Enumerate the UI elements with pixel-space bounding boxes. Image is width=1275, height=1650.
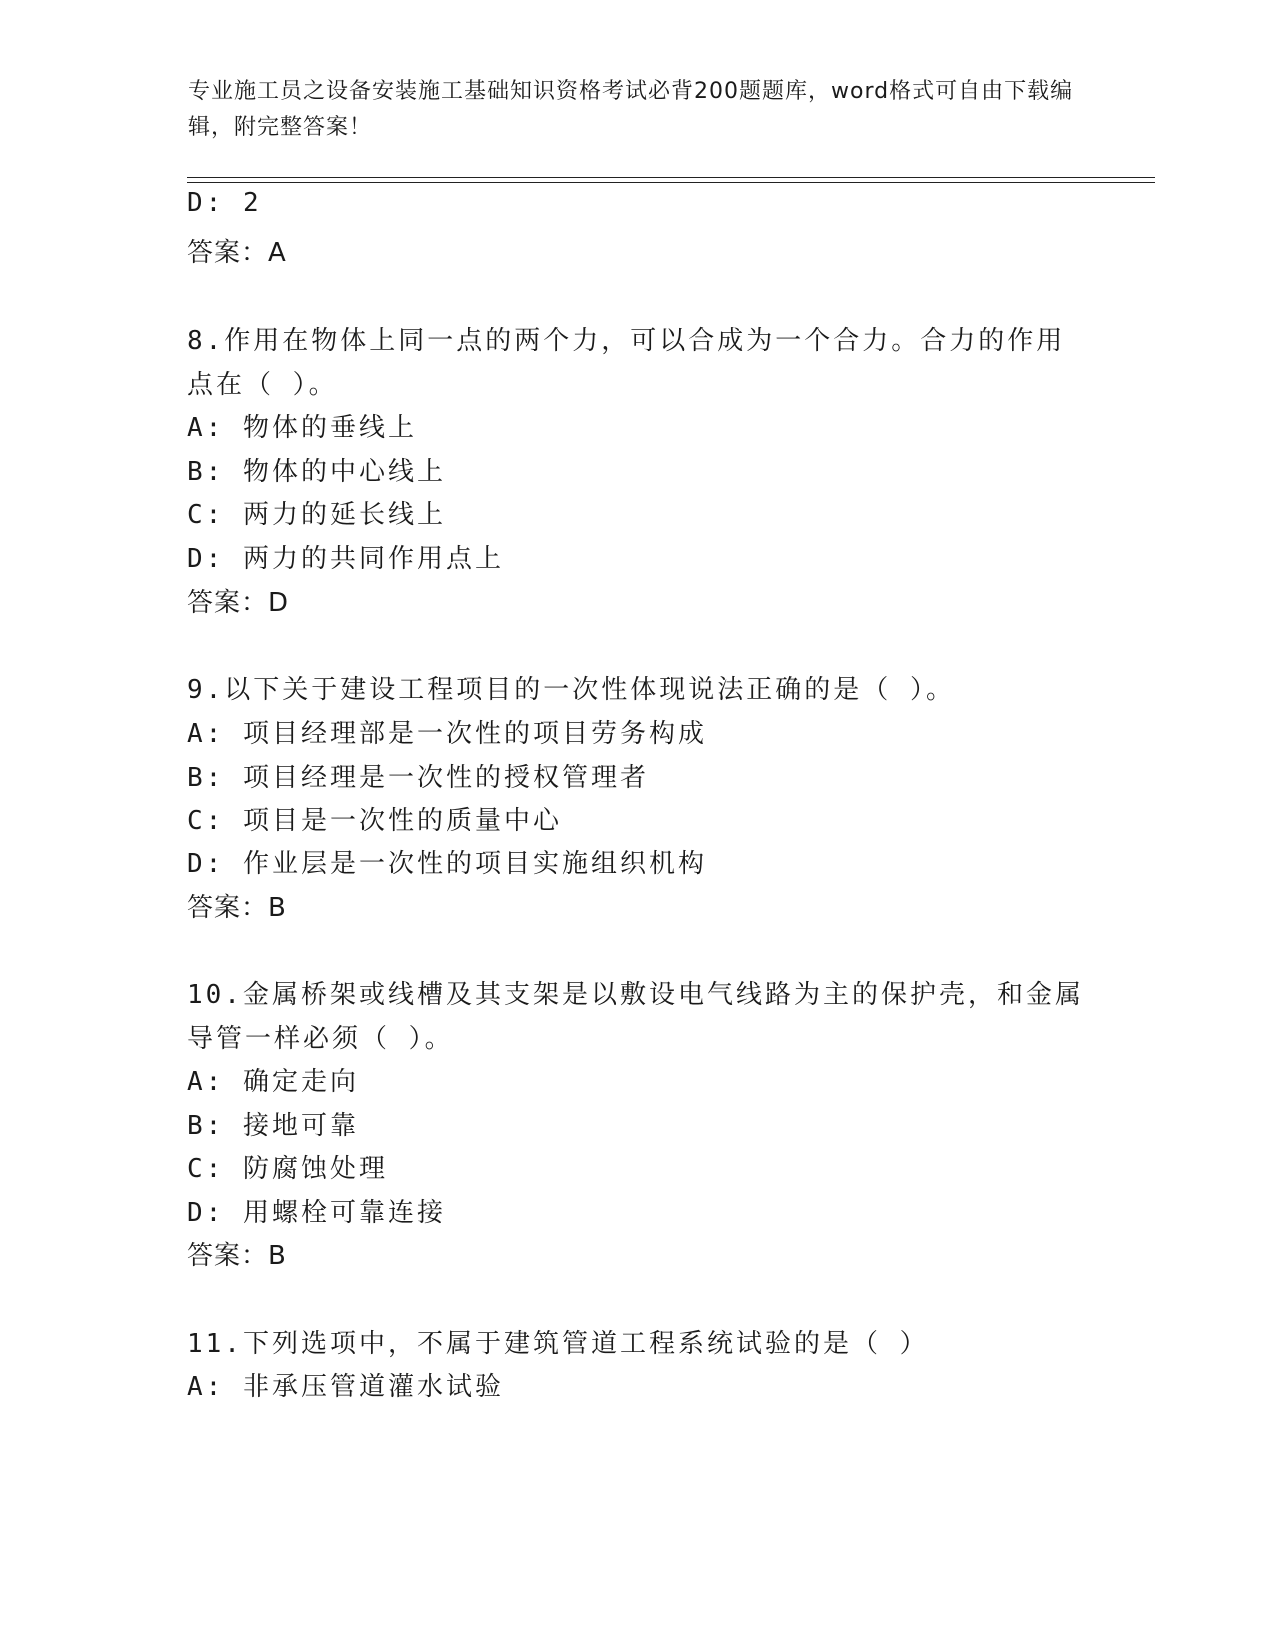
q8-answer: 答案：D xyxy=(187,588,290,618)
prev-option-d: D: 2 xyxy=(187,188,262,218)
q9-option-b: B: 项目经理是一次性的授权管理者 xyxy=(187,763,649,793)
q10-answer: 答案：B xyxy=(187,1241,287,1271)
prev-answer: 答案：A xyxy=(187,238,287,268)
header-divider-top xyxy=(187,177,1155,178)
q11-option-a: A: 非承压管道灌水试验 xyxy=(187,1372,504,1402)
q9-option-d: D: 作业层是一次性的项目实施组织机构 xyxy=(187,849,707,879)
q8-stem-line-1: 8.作用在物体上同一点的两个力，可以合成为一个合力。合力的作用 xyxy=(187,326,1066,356)
q10-option-a: A: 确定走向 xyxy=(187,1067,359,1097)
q10-option-c: C: 防腐蚀处理 xyxy=(187,1154,388,1184)
q8-option-a: A: 物体的垂线上 xyxy=(187,413,417,443)
q9-stem-line-1: 9.以下关于建设工程项目的一次性体现说法正确的是（ ）。 xyxy=(187,675,955,705)
q8-option-b: B: 物体的中心线上 xyxy=(187,457,446,487)
q8-stem-line-2: 点在（ ）。 xyxy=(187,370,338,400)
q10-option-b: B: 接地可靠 xyxy=(187,1111,359,1141)
q10-option-d: D: 用螺栓可靠连接 xyxy=(187,1198,446,1228)
q9-option-c: C: 项目是一次性的质量中心 xyxy=(187,806,562,836)
header-divider-bottom xyxy=(187,182,1155,183)
q9-option-a: A: 项目经理部是一次性的项目劳务构成 xyxy=(187,719,707,749)
page-header: 专业施工员之设备安装施工基础知识资格考试必背200题题库，word格式可自由下载编辑，附完整答案！ xyxy=(188,79,1074,140)
q10-stem-line-2: 导管一样必须（ ）。 xyxy=(187,1024,454,1054)
q11-stem-line-1: 11.下列选项中，不属于建筑管道工程系统试验的是（ ） xyxy=(187,1329,929,1359)
q8-option-d: D: 两力的共同作用点上 xyxy=(187,544,504,574)
q10-stem-line-1: 10.金属桥架或线槽及其支架是以敷设电气线路为主的保护壳，和金属 xyxy=(187,980,1084,1010)
q9-answer: 答案：B xyxy=(187,893,287,923)
q8-option-c: C: 两力的延长线上 xyxy=(187,500,446,530)
